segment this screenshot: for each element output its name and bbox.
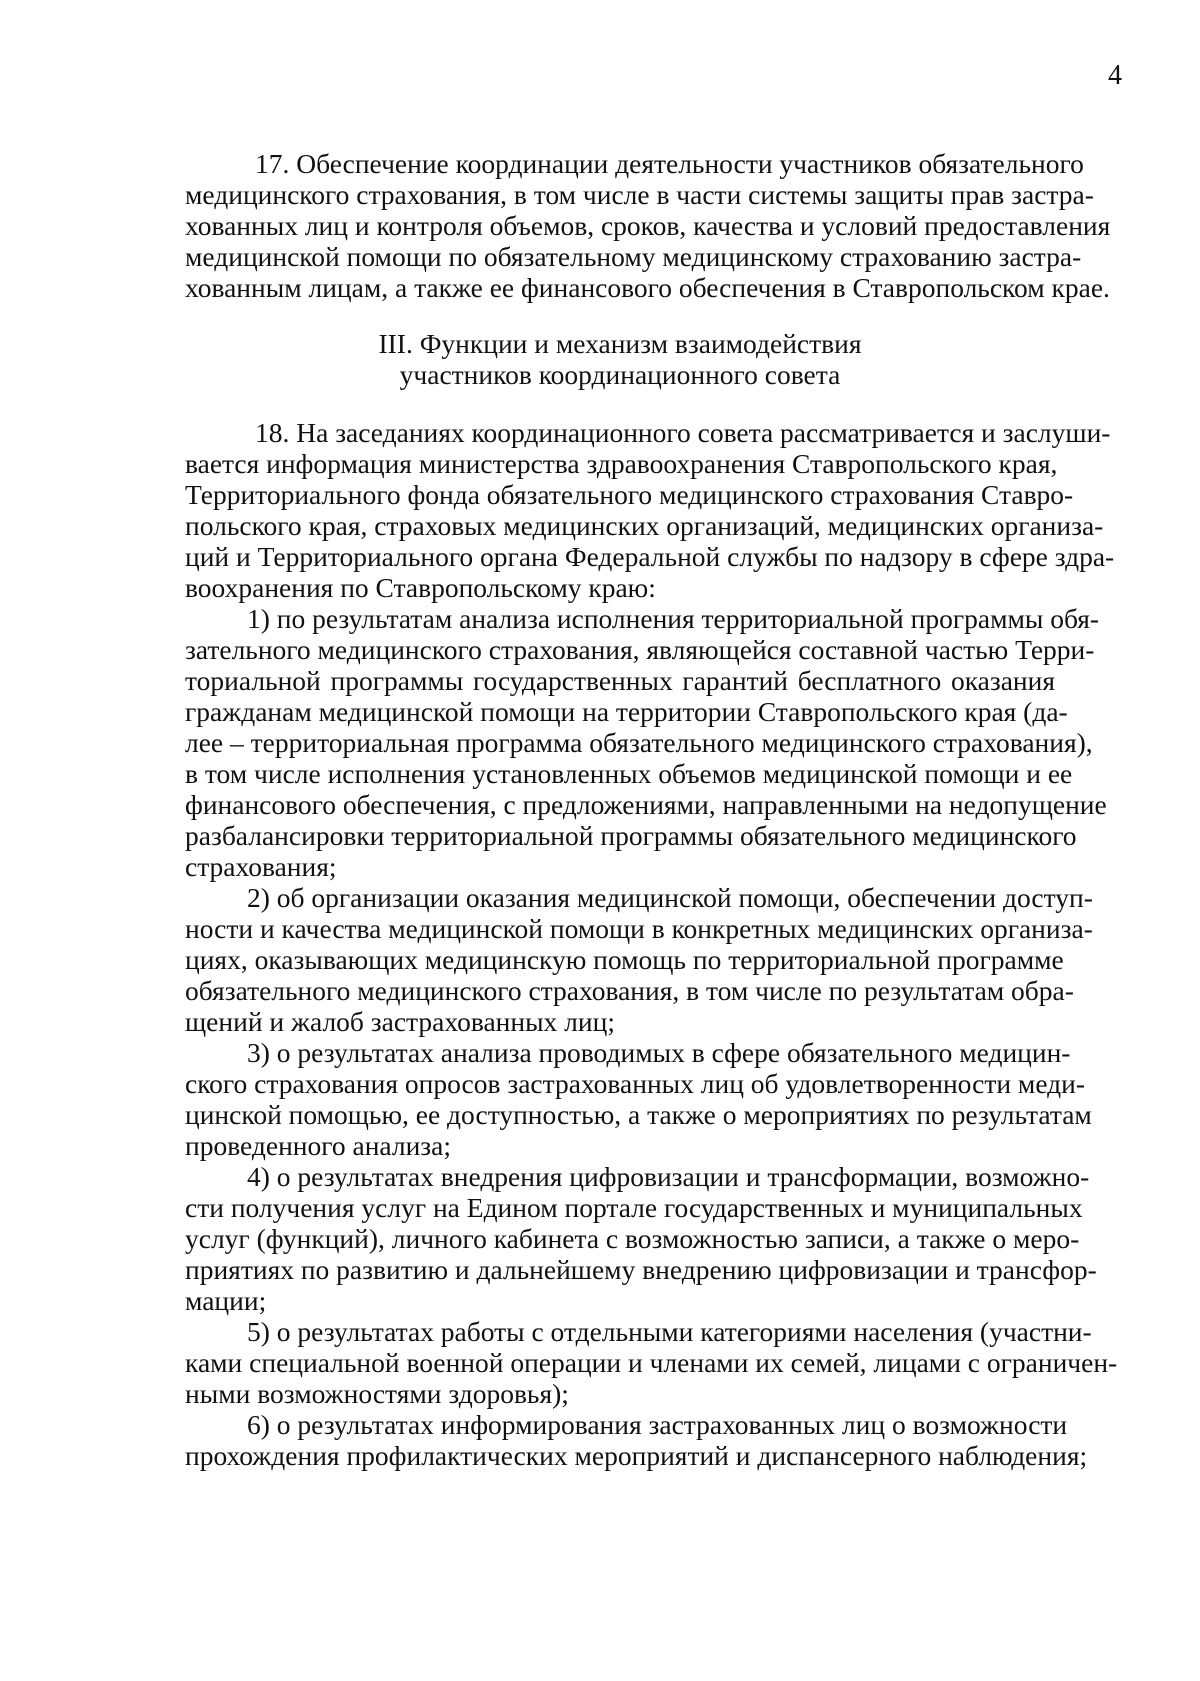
paragraph-line: 1) по результатам анализа исполнения территориальной программы обя- <box>247 603 1100 634</box>
paragraph-line: 4) о результатах внедрения цифровизации и трансформации, возможно- <box>247 1161 1090 1192</box>
paragraph-line: 6) о результатах информирования застрахованных лиц о возможности <box>247 1409 1068 1440</box>
document-body <box>185 148 1118 1471</box>
section-3-heading <box>185 328 1055 390</box>
section-title-line: III. Функции и механизм взаимодействия <box>378 328 862 359</box>
paragraph-line: мации; <box>185 1285 267 1316</box>
paragraph-line: цинской помощью, ее доступностью, а также о мероприятиях по результатам <box>185 1099 1092 1130</box>
paragraph-line: зательного медицинского страхования, являющейся составной частью Терри- <box>185 634 1095 665</box>
list-item-4 <box>185 1161 1097 1316</box>
paragraph-line: гражданам медицинской помощи на территории Ставропольского края (да- <box>185 696 1068 727</box>
paragraph-line: вается информация министерства здравоохранения Ставропольского края, <box>185 448 1058 479</box>
paragraph-line: ториальной программы государственных гарантий бесплатного оказания <box>185 665 1055 696</box>
paragraph-line: щений и жалоб застрахованных лиц; <box>185 1006 615 1037</box>
paragraph-line: 5) о результатах работы с отдельными категориями населения (участни- <box>247 1316 1092 1347</box>
list-item-1 <box>185 603 1107 882</box>
paragraph-line: сти получения услуг на Едином портале государственных и муниципальных <box>185 1192 1083 1223</box>
paragraph-line: хованных лиц и контроля объемов, сроков, качества и условий предоставления <box>185 210 1111 241</box>
paragraph-line: финансового обеспечения, с предложениями, направленными на недопущение <box>185 789 1107 820</box>
paragraph-line: ского страхования опросов застрахованных лиц об удовлетворенности меди- <box>185 1068 1086 1099</box>
paragraph-line: хованным лицам, а также ее финансового обеспечения в Ставропольском крае. <box>185 272 1110 303</box>
paragraph-line: 3) о результатах анализа проводимых в сфере обязательного медицин- <box>247 1037 1071 1068</box>
paragraph-18 <box>185 417 1115 603</box>
list-item-6 <box>185 1409 1088 1471</box>
paragraph-line: польского края, страховых медицинских организаций, медицинских организа- <box>185 510 1104 541</box>
section-title-line: участников координационного совета <box>399 359 841 390</box>
paragraph-line: 18. На заседаниях координационного совета рассматривается и заслуши- <box>255 417 1111 448</box>
paragraph-line: проведенного анализа; <box>185 1130 452 1161</box>
paragraph-line: услуг (функций), личного кабинета с возможностью записи, а также о меро- <box>185 1223 1080 1254</box>
page-number: 4 <box>1108 60 1122 91</box>
paragraph-line: в том числе исполнения установленных объемов медицинской помощи и ее <box>185 758 1073 789</box>
list-item-2 <box>185 882 1093 1037</box>
paragraph-line: медицинской помощи по обязательному медицинскому страхованию застра- <box>185 241 1082 272</box>
list-item-3 <box>185 1037 1092 1161</box>
paragraph-line: медицинского страхования, в том числе в части системы защиты прав застра- <box>185 179 1094 210</box>
paragraph-line: прохождения профилактических мероприятий и диспансерного наблюдения; <box>185 1440 1088 1471</box>
paragraph-line: приятиях по развитию и дальнейшему внедрению цифровизации и трансфор- <box>185 1254 1097 1285</box>
paragraph-line: воохранения по Ставропольскому краю: <box>185 572 656 603</box>
list-item-5 <box>185 1316 1118 1409</box>
paragraph-line: 2) об организации оказания медицинской помощи, обеспечении доступ- <box>247 882 1093 913</box>
paragraph-line: ности и качества медицинской помощи в конкретных медицинских организа- <box>185 913 1093 944</box>
paragraph-line: ными возможностями здоровья); <box>185 1378 569 1409</box>
paragraph-line: обязательного медицинского страхования, в том числе по результатам обра- <box>185 975 1074 1006</box>
paragraph-line: циях, оказывающих медицинскую помощь по территориальной программе <box>185 944 1064 975</box>
paragraph-line: 17. Обеспечение координации деятельности участников обязательного <box>255 148 1084 179</box>
paragraph-line: ций и Территориального органа Федеральной службы по надзору в сфере здра- <box>185 541 1115 572</box>
paragraph-line: разбалансировки территориальной программы обязательного медицинского <box>185 820 1077 851</box>
paragraph-17 <box>185 148 1111 303</box>
paragraph-line: лее – территориальная программа обязательного медицинского страхования), <box>185 727 1093 758</box>
paragraph-line: Территориального фонда обязательного медицинского страхования Ставро- <box>185 479 1074 510</box>
paragraph-line: страхования; <box>185 851 337 882</box>
paragraph-line: ками специальной военной операции и членами их семей, лицами с ограничен- <box>185 1347 1118 1378</box>
